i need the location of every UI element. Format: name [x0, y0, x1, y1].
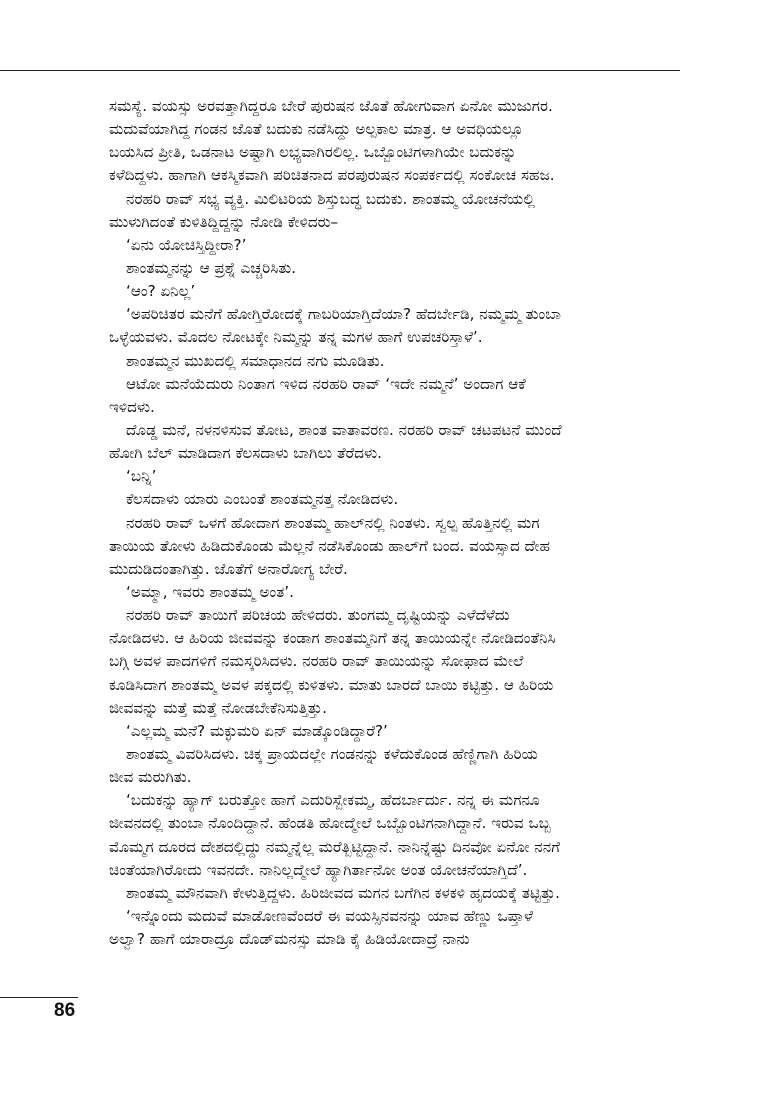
body-text	[109, 95, 669, 951]
text-line: ‘ಆಂ? ಏನಿಲ್ಲ’	[126, 282, 196, 301]
text-line: ಶಾಂತಮ್ಮನನ್ನು ಆ ಪ್ರಶ್ನೆ ಎಚ್ಚರಿಸಿತು.	[126, 258, 297, 277]
text-line: ಜೀವ ಮರುಗಿತು.	[109, 768, 192, 787]
text-line: ಜೀವನದಲ್ಲಿ ತುಂಬಾ ನೊಂದಿದ್ದಾನೆ. ಹೆಂಡತಿ ಹೋದ್ಮೇಲೆ ಒಬ್ಬೊಂಟಿಗನಾಗಿದ್ದಾನೆ. ಇರುವ ಒಬ್ಬ	[109, 814, 551, 833]
text-line: ಮುಳುಗಿದಂತೆ ಕುಳಿತಿದ್ದಿದ್ದನ್ನು ನೋಡಿ ಕೇಳಿದರು–	[109, 212, 339, 231]
text-line: ಬಗ್ಗಿ ಅವಳ ಪಾದಗಳಿಗೆ ನಮಸ್ಕರಿಸಿದಳು. ನರಹರಿ ರಾವ್ ತಾಯಿಯನ್ನು ಸೋಫಾದ ಮೇಲೆ	[109, 652, 524, 671]
text-line: ಶಾಂತಮ್ಮ ವಿವರಿಸಿದಳು. ಚಿಕ್ಕ ಪ್ರಾಯದಲ್ಲೇ ಗಂಡನನ್ನು ಕಳೆದುಕೊಂಡ ಹೆಣ್ಣಿಗಾಗಿ ಹಿರಿಯ	[126, 744, 538, 763]
text-line: ನರಹರಿ ರಾವ್ ಸಭ್ಯ ವ್ಯಕ್ತಿ. ಮಿಲಿಟರಿಯ ಶಿಸ್ತುಬದ್ಧ ಬದುಕು. ಶಾಂತಮ್ಮ ಯೋಚನೆಯಲ್ಲಿ	[126, 189, 535, 208]
text-line: ಜೀವವನ್ನು ಮತ್ತೆ ಮತ್ತೆ ನೋಡಬೇಕೆನಿಸುತ್ತಿತ್ತು.	[109, 698, 327, 717]
page-number: 86	[54, 1000, 76, 1021]
text-line: ನೋಡಿದಳು. ಆ ಹಿರಿಯ ಜೀವವನ್ನು ಕಂಡಾಗ ಶಾಂತಮ್ಮನಿಗೆ ತನ್ನ ತಾಯಿಯನ್ನೇ ನೋಡಿದಂತೆನಿಸಿ	[109, 629, 556, 648]
text-line: ಹೋಗಿ ಬೆಲ್ ಮಾಡಿದಾಗ ಕೆಲಸದಾಳು ಬಾಗಿಲು ತೆರೆದಳು.	[109, 444, 382, 463]
text-line: ‘ಬದುಕನ್ನು ಹ್ಯಾಗ್ ಬರುತ್ತೋ ಹಾಗೆ ಎದುರಿಸ್ಬೇಕಮ್ಮ, ಹೆದರ್ಬಾರ್ದು. ನನ್ನ ಈ ಮಗನೂ	[126, 791, 540, 810]
text-line: ಮೊಮ್ಮಗ ದೂರದ ದೇಶದಲ್ಲಿದ್ದು ನಮ್ಮನ್ನೆಲ್ಲ ಮರೆತ್ಬಿಟ್ಟಿದ್ದಾನೆ. ನಾನಿನ್ನೆಷ್ಟು ದಿನವೋ ಏನೋ ನನಗೆ	[109, 837, 561, 856]
text-line: ‘ಅಮ್ಮಾ, ಇವರು ಶಾಂತಮ್ಮ ಅಂತ’.	[126, 582, 294, 601]
text-line: ಸಮಸ್ಯೆ. ವಯಸ್ಸು ಅರವತ್ತಾಗಿದ್ದರೂ ಬೇರೆ ಪುರುಷನ ಜೊತೆ ಹೋಗುವಾಗ ಏನೋ ಮುಜುಗರ.	[109, 97, 553, 115]
text-line: ‘ಅಪರಿಚಿತರ ಮನೆಗೆ ಹೋಗ್ತಿರೋದಕ್ಕೆ ಗಾಬರಿಯಾಗ್ತಿದೆಯಾ? ಹೆದರ್ಬೇಡಿ, ನಮ್ಮಮ್ಮ ತುಂಬಾ	[126, 305, 561, 324]
text-line: ಮುದುಡಿದಂತಾಗಿತ್ತು. ಜೊತೆಗೆ ಅನಾರೋಗ್ಯ ಬೇರೆ.	[109, 559, 348, 578]
text-line: ‘ಎಲ್ಲಮ್ಮ ಮನೆ? ಮಕ್ಳುಮರಿ ಏನ್ ಮಾಡ್ಕೊಂಡಿದ್ದಾರೆ?’	[126, 721, 388, 740]
text-line: ಇಳಿದಳು.	[109, 397, 155, 416]
text-line: ದೊಡ್ಡ ಮನೆ, ನಳನಳಿಸುವ ತೋಟ, ಶಾಂತ ವಾತಾವರಣ. ನರಹರಿ ರಾವ್ ಚಟಪಟನೆ ಮುಂದೆ	[126, 420, 562, 439]
text-line: ಶಾಂತಮ್ಮನ ಮುಖದಲ್ಲಿ ಸಮಾಧಾನದ ನಗು ಮೂಡಿತು.	[126, 351, 385, 370]
text-line: ತಾಯಿಯ ತೋಳು ಹಿಡಿದುಕೊಂಡು ಮೆಲ್ಲನೆ ನಡೆಸಿಕೊಂಡು ಹಾಲ್‌ಗೆ ಬಂದ. ವಯಸ್ಸಾದ ದೇಹ	[109, 536, 550, 555]
text-line: ಆಟೋ ಮನೆಯೆದುರು ನಿಂತಾಗ ಇಳಿದ ನರಹರಿ ರಾವ್ ‘ಇದೇ ನಮ್ಮನೆ’ ಅಂದಾಗ ಆಕೆ	[126, 374, 526, 393]
text-line: ಕಳೆದಿದ್ದಳು. ಹಾಗಾಗಿ ಆಕಸ್ಮಿಕವಾಗಿ ಪರಿಚಿತನಾದ ಪರಪುರುಷನ ಸಂಪರ್ಕದಲ್ಲಿ ಸಂಕೋಚ ಸಹಜ.	[109, 166, 555, 185]
text-line: ‘ಇನ್ನೊಂದು ಮದುವೆ ಮಾಡೋಣವೆಂದರೆ ಈ ವಯಸ್ಸಿನವನನ್ನು ಯಾವ ಹೆಣ್ಣು ಒಪ್ತಾಳೆ	[126, 906, 533, 925]
header-rule	[0, 70, 680, 71]
text-line: ಒಳ್ಳೆಯವಳು. ಮೊದಲ ನೋಟಕ್ಕೇ ನಿಮ್ಮನ್ನು ತನ್ನ ಮಗಳ ಹಾಗೆ ಉಪಚರಿಸ್ತಾಳೆ’.	[109, 328, 483, 347]
text-line: ಚಿಂತೆಯಾಗಿರೋದು ಇವನದೇ. ನಾನಿಲ್ಲದ್ಮೇಲೆ ಹ್ಯಾಗಿರ್ತಾನೋ ಅಂತ ಯೋಚನೆಯಾಗ್ತಿದೆ’.	[109, 860, 528, 879]
text-line: ನರಹರಿ ರಾವ್ ಒಳಗೆ ಹೋದಾಗ ಶಾಂತಮ್ಮ ಹಾಲ್‌ನಲ್ಲಿ ನಿಂತಳು. ಸ್ವಲ್ಪ ಹೊತ್ತಿನಲ್ಲಿ ಮಗ	[126, 513, 540, 532]
text-line: ಕೆಲಸದಾಳು ಯಾರು ಎಂಬಂತೆ ಶಾಂತಮ್ಮನತ್ತ ನೋಡಿದಳು.	[126, 490, 399, 509]
text-line: ನರಹರಿ ರಾವ್ ತಾಯಿಗೆ ಪರಿಚಯ ಹೇಳಿದರು. ತುಂಗಮ್ಮ ದೃಷ್ಟಿಯನ್ನು ಎಳೆದೆಳೆದು	[126, 606, 510, 625]
text-line: ಬಯಸಿದ ಪ್ರೀತಿ, ಒಡನಾಟ ಅಷ್ಟಾಗಿ ಲಭ್ಯವಾಗಿರಲಿಲ್ಲ. ಒಬ್ಬೊಂಟಿಗಳಾಗಿಯೇ ಬದುಕನ್ನು	[109, 143, 517, 162]
text-line: ಅಲ್ವಾ? ಹಾಗೆ ಯಾರಾದ್ರೂ ದೊಡ್‌ಮನಸ್ಸು ಮಾಡಿ ಕೈ ಹಿಡಿಯೋದಾದ್ರೆ ನಾನು	[109, 930, 470, 949]
text-line: ‘ಏನು ಯೋಚಿಸ್ತಿದ್ದೀರಾ?’	[126, 235, 247, 254]
footer-rule	[0, 997, 78, 998]
text-line: ‘ಬನ್ನಿ’	[126, 467, 157, 486]
text-line: ಕೂಡಿಸಿದಾಗ ಶಾಂತಮ್ಮ ಅವಳ ಪಕ್ಕದಲ್ಲಿ ಕುಳಿತಳು. ಮಾತು ಬಾರದೆ ಬಾಯಿ ಕಟ್ಟಿತ್ತು. ಆ ಹಿರಿಯ	[109, 675, 554, 694]
text-line: ಮದುವೆಯಾಗಿದ್ದ ಗಂಡನ ಜೊತೆ ಬದುಕು ನಡೆಸಿದ್ದು ಅಲ್ಪಕಾಲ ಮಾತ್ರ. ಆ ಅವಧಿಯಲ್ಲೂ	[109, 120, 524, 139]
text-line: ಶಾಂತಮ್ಮ ಮೌನವಾಗಿ ಕೇಳುತ್ತಿದ್ದಳು. ಹಿರಿಜೀವದ ಮಗನ ಬಗೆಗಿನ ಕಳಕಳಿ ಹೃದಯಕ್ಕೆ ತಟ್ಟಿತ್ತು.	[126, 883, 560, 902]
